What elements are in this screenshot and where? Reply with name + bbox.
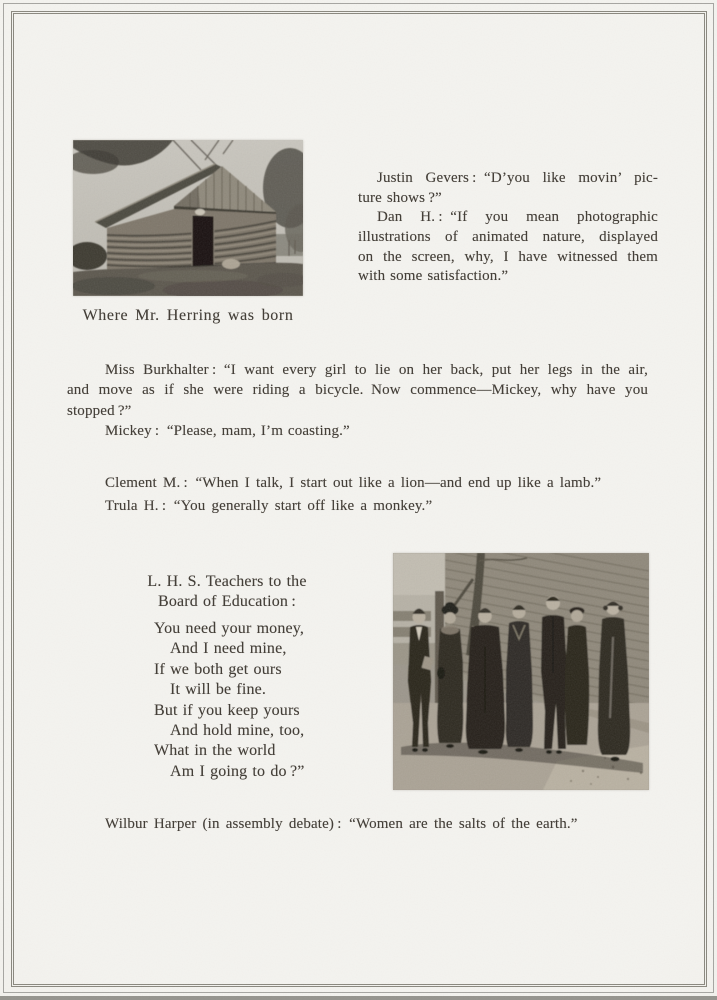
teachers-poem-block xyxy=(141,572,313,782)
movie-joke-block xyxy=(358,169,658,287)
text-line: stopped ?” xyxy=(67,402,132,419)
assembly-quote-line: Wilbur Harper (in assembly debate) : “Women are the salts of the earth.” xyxy=(105,816,578,832)
text-line: Clement M. : “When I talk, I start out like a lion—and end up like a lamb.” xyxy=(105,475,602,491)
cabin-photo-caption: Where Mr. Herring was born xyxy=(82,307,294,324)
poem-line: You need your money, xyxy=(154,620,304,637)
poem-heading-line: Board of Education : xyxy=(158,593,296,610)
lion-lamb-joke-block xyxy=(105,472,665,518)
text-line: ture shows ?” xyxy=(358,189,442,206)
teachers-photo-image xyxy=(393,553,649,790)
text-line: Trula H. : “You generally start off like a monkey.” xyxy=(105,498,433,515)
cabin-photo-image xyxy=(73,140,303,296)
text-line: with some satisfaction.” xyxy=(358,268,509,285)
poem-heading-line: L. H. S. Teachers to the xyxy=(147,573,307,590)
poem-line: What in the world xyxy=(154,742,276,760)
poem-line: But if you keep yours xyxy=(154,701,300,719)
poem-line: If we both get ours xyxy=(154,660,282,678)
bicycle-joke-block xyxy=(67,360,648,441)
poem-line: Am I going to do ?” xyxy=(170,762,305,780)
teachers-photo xyxy=(393,553,649,790)
text-line: and move as if she were riding a bicycle. Now commence—Mickey, why have you xyxy=(67,382,648,399)
poem-line: And hold mine, too, xyxy=(170,722,305,740)
poem-line: It will be fine. xyxy=(170,681,267,699)
text-line: Miss Burkhalter : “I want every girl to lie on her back, put her legs in the air, xyxy=(105,362,648,378)
cabin-photo xyxy=(73,140,303,296)
text-line: Dan H. : “If you mean photographic xyxy=(377,209,658,226)
text-line: illustrations of animated nature, displayed xyxy=(358,228,658,245)
text-line: Mickey : “Please, mam, I’m coasting.” xyxy=(105,422,350,439)
poem-body xyxy=(141,619,313,782)
text-line: Justin Gevers : “D’you like movin’ pic- xyxy=(377,170,658,186)
poem-line: And I need mine, xyxy=(170,640,287,658)
text-line: on the screen, why, I have witnessed them xyxy=(358,248,658,265)
scan-edge-shadow xyxy=(0,996,717,1000)
